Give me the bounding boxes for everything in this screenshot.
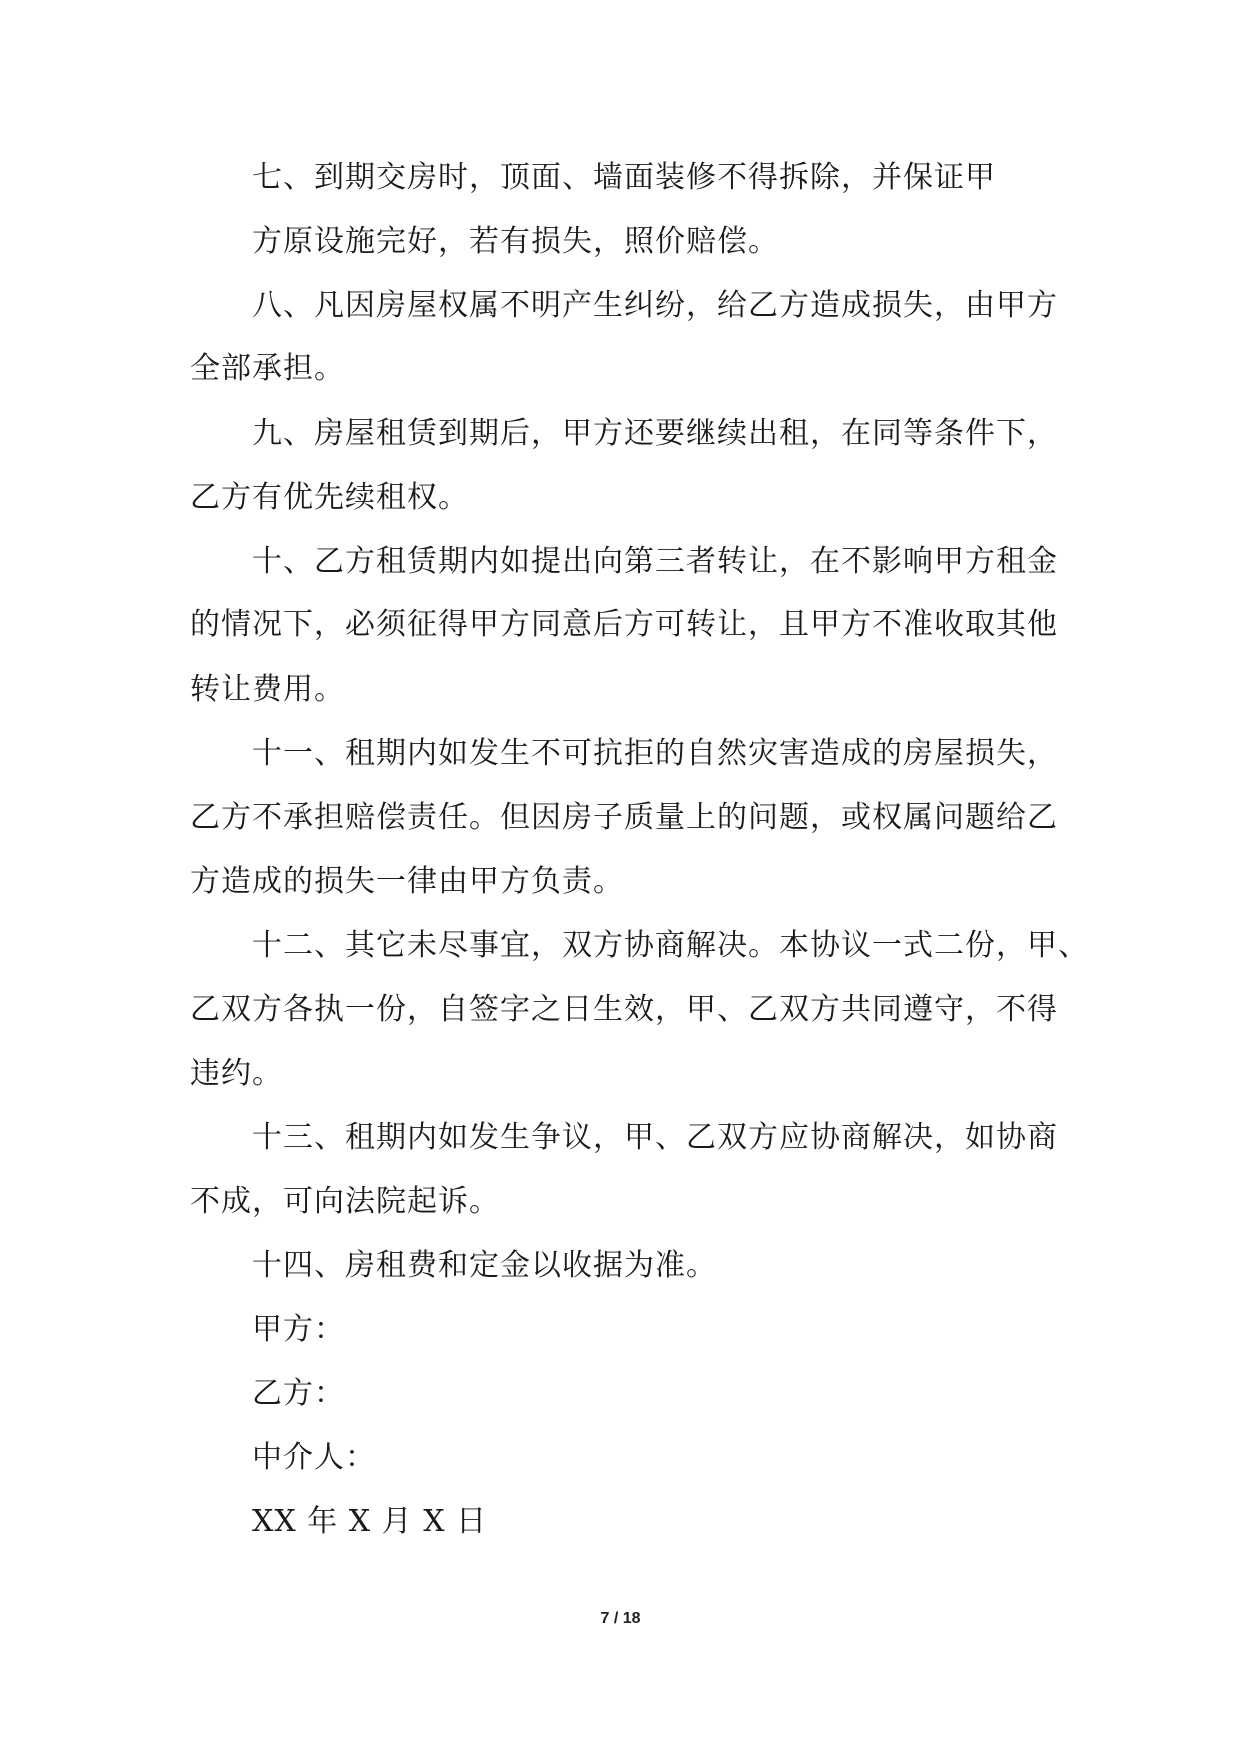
clause-9-line-2: 乙方有优先续租权。 <box>190 480 469 515</box>
clause-7-line-1: 七、到期交房时，顶面、墙面装修不得拆除，并保证甲 <box>252 160 996 195</box>
clause-7-line-2: 方原设施完好，若有损失，照价赔偿。 <box>252 224 779 259</box>
clause-8-line-1: 八、凡因房屋权属不明产生纠纷，给乙方造成损失，由甲方 <box>252 288 1058 323</box>
clause-10-line-3: 转让费用。 <box>190 672 345 707</box>
signing-date: XX 年 X 月 X 日 <box>252 1504 488 1539</box>
clause-11-line-1: 十一、租期内如发生不可抗拒的自然灾害造成的房屋损失， <box>252 736 1058 771</box>
page-number: 7 / 18 <box>600 1610 641 1627</box>
party-b-signature-label: 乙方： <box>252 1376 345 1411</box>
clause-8-line-2: 全部承担。 <box>190 351 345 386</box>
clause-12-line-1: 十二、其它未尽事宜，双方协商解决。本协议一式二份，甲、 <box>252 928 1089 963</box>
agent-signature-label: 中介人： <box>252 1440 376 1475</box>
clause-10-line-1: 十、乙方租赁期内如提出向第三者转让，在不影响甲方租金 <box>252 544 1058 579</box>
clause-11-line-2: 乙方不承担赔偿责任。但因房子质量上的问题，或权属问题给乙 <box>190 800 1058 835</box>
party-a-signature-label: 甲方： <box>252 1312 345 1347</box>
clause-11-line-3: 方造成的损失一律由甲方负责。 <box>190 864 624 899</box>
clause-12-line-2: 乙双方各执一份，自签字之日生效，甲、乙双方共同遵守，不得 <box>190 992 1058 1027</box>
clause-10-line-2: 的情况下，必须征得甲方同意后方可转让，且甲方不准收取其他 <box>190 607 1058 642</box>
clause-14-line-1: 十四、房租费和定金以收据为准。 <box>252 1248 717 1283</box>
clause-13-line-2: 不成，可向法院起诉。 <box>190 1184 500 1219</box>
clause-9-line-1: 九、房屋租赁到期后，甲方还要继续出租，在同等条件下， <box>252 416 1058 451</box>
clause-12-line-3: 违约。 <box>190 1056 283 1091</box>
clause-13-line-1: 十三、租期内如发生争议，甲、乙双方应协商解决，如协商 <box>252 1120 1058 1155</box>
